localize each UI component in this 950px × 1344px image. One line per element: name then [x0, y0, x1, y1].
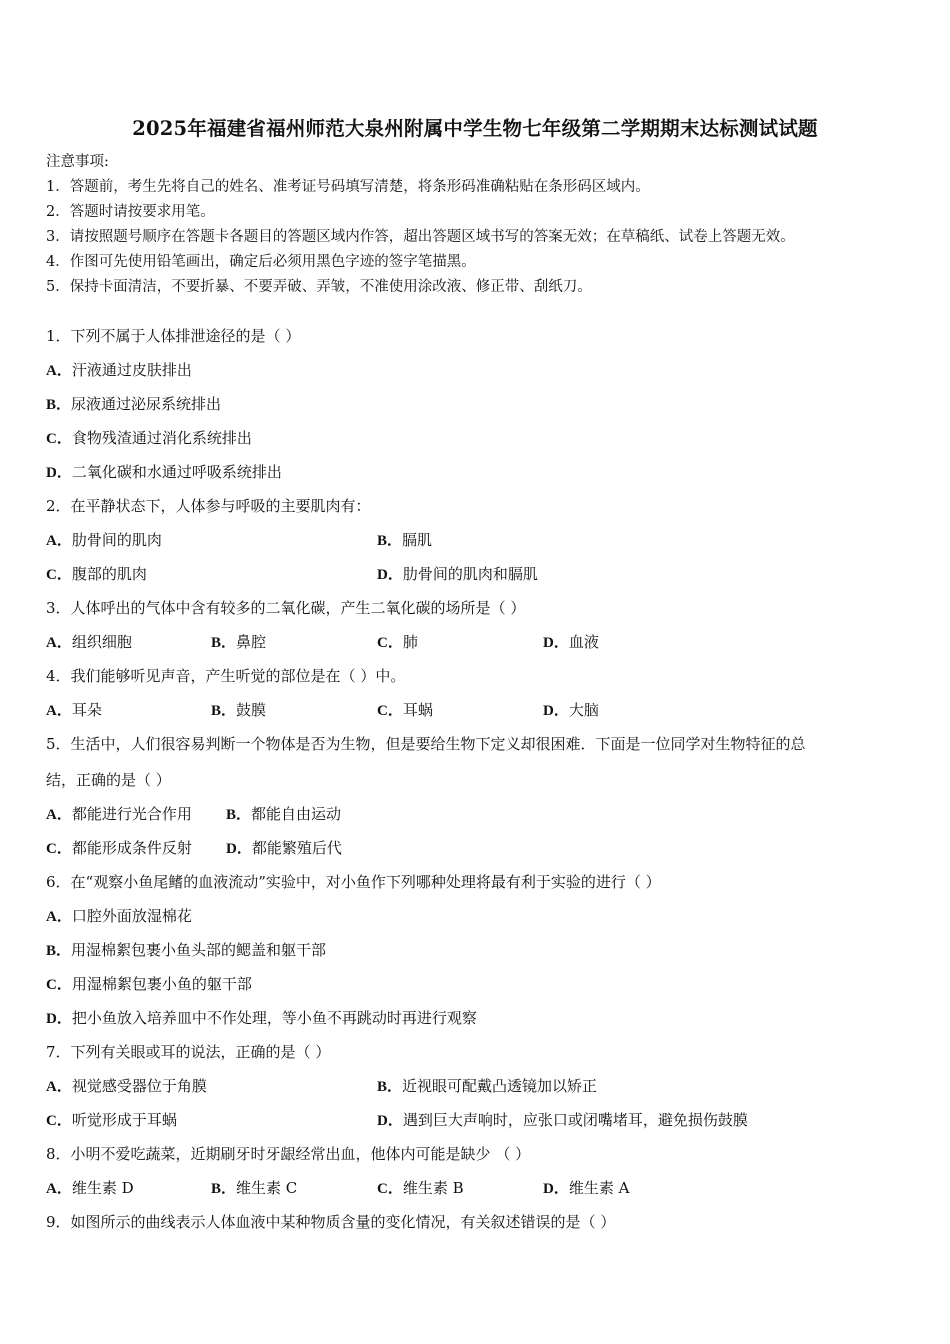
option-letter: D．	[543, 703, 569, 719]
option-text: 鼓膜	[236, 701, 267, 719]
option-letter: C．	[46, 841, 72, 857]
option-a	[46, 530, 162, 551]
option-text: 听觉形成于耳蜗	[71, 1111, 177, 1129]
option-letter: A．	[46, 363, 72, 379]
option-text: 都能自由运动	[251, 805, 342, 823]
option-letter: C．	[46, 977, 72, 993]
option-c	[46, 974, 252, 995]
notes-item: 5．保持卡面清洁，不要折暴、不要弄破、弄皱，不准使用涂改液、修正带、刮纸刀。	[46, 279, 592, 295]
option-letter: B．	[377, 533, 403, 549]
option-d	[543, 1178, 629, 1199]
option-text: 食物残渣通过消化系统排出	[71, 429, 252, 447]
option-letter: D．	[46, 1011, 72, 1027]
option-text: 维生素 B	[402, 1179, 464, 1197]
option-letter: C．	[377, 703, 403, 719]
option-letter: A．	[46, 533, 72, 549]
option-letter: A．	[46, 1079, 72, 1095]
option-c	[377, 700, 433, 721]
notes-item: 4．作图可先使用铅笔画出，确定后必须用黑色字迹的签字笔描黑。	[46, 254, 476, 270]
question-stem: 2．在平静状态下，人体参与呼吸的主要肌肉有：	[46, 497, 371, 515]
option-d	[226, 838, 342, 859]
option-text: 汗液通过皮肤排出	[71, 361, 192, 379]
option-letter: B．	[226, 807, 252, 823]
option-text: 近视眼可配戴凸透镜加以矫正	[402, 1077, 598, 1095]
option-letter: B．	[211, 703, 237, 719]
option-text: 维生素 A	[568, 1179, 630, 1197]
option-text: 维生素 D	[71, 1179, 134, 1197]
option-text: 鼻腔	[236, 633, 267, 651]
option-letter: A．	[46, 703, 72, 719]
option-letter: D．	[377, 1113, 403, 1129]
option-c	[377, 1178, 464, 1199]
option-c	[46, 428, 252, 449]
option-text: 血液	[568, 633, 599, 651]
option-text: 肋骨间的肌肉和膈肌	[402, 565, 538, 583]
option-b	[46, 940, 326, 961]
option-text: 遇到巨大声响时，应张口或闭嘴堵耳，避免损伤鼓膜	[402, 1111, 748, 1129]
option-letter: A．	[46, 1181, 72, 1197]
option-letter: D．	[226, 841, 252, 857]
option-letter: B．	[46, 943, 72, 959]
option-text: 把小鱼放入培养皿中不作处理，等小鱼不再跳动时再进行观察	[71, 1009, 477, 1027]
option-text: 用湿棉絮包裹小鱼的躯干部	[71, 975, 252, 993]
option-b	[211, 700, 266, 721]
question-stem: 7．下列有关眼或耳的说法，正确的是（ ）	[46, 1043, 331, 1061]
option-a	[46, 804, 192, 825]
option-letter: C．	[46, 1113, 72, 1129]
option-text: 膈肌	[402, 531, 433, 549]
question-stem: 6．在“观察小鱼尾鳍的血液流动”实验中，对小鱼作下列哪种处理将最有利于实验的进行（ ）	[46, 873, 661, 891]
option-text: 组织细胞	[71, 633, 132, 651]
option-text: 都能繁殖后代	[251, 839, 342, 857]
option-text: 尿液通过泌尿系统排出	[71, 395, 222, 413]
option-letter: D．	[543, 1181, 569, 1197]
option-letter: B．	[211, 1181, 237, 1197]
option-text: 耳蜗	[402, 701, 433, 719]
option-b	[377, 530, 432, 551]
option-letter: A．	[46, 909, 72, 925]
option-a	[46, 700, 102, 721]
option-text: 口腔外面放湿棉花	[71, 907, 192, 925]
option-d	[543, 632, 599, 653]
option-text: 肺	[402, 633, 418, 651]
option-d	[543, 700, 599, 721]
option-b	[211, 632, 266, 653]
option-letter: A．	[46, 635, 72, 651]
question-stem: 9．如图所示的曲线表示人体血液中某种物质含量的变化情况，有关叙述错误的是（ ）	[46, 1213, 616, 1231]
notes-item: 3．请按照题号顺序在答题卡各题目的答题区域内作答，超出答题区域书写的答案无效；在草稿纸、试卷上答题无效。	[46, 229, 795, 245]
option-letter: C．	[377, 1181, 403, 1197]
option-text: 大脑	[568, 701, 599, 719]
notes-item: 1．答题前，考生先将自己的姓名、准考证号码填写清楚，将条形码准确粘贴在条形码区域内。	[46, 179, 650, 195]
option-letter: C．	[46, 431, 72, 447]
option-d	[46, 1008, 477, 1029]
option-a	[46, 1178, 134, 1199]
question-stem: 5．生活中，人们很容易判断一个物体是否为生物，但是要给生物下定义却很困难．下面是一位同学对生物特征的总	[46, 735, 806, 753]
option-b	[377, 1076, 597, 1097]
option-letter: A．	[46, 807, 72, 823]
notes-heading: 注意事项:	[46, 154, 109, 170]
question-stem-continued: 结，正确的是（ ）	[46, 771, 171, 789]
option-letter: D．	[377, 567, 403, 583]
option-b	[226, 804, 341, 825]
option-letter: C．	[46, 567, 72, 583]
option-a	[46, 1076, 207, 1097]
option-b	[211, 1178, 297, 1199]
option-c	[46, 564, 147, 585]
option-c	[46, 838, 192, 859]
option-letter: D．	[46, 465, 72, 481]
option-b	[46, 394, 221, 415]
option-text: 用湿棉絮包裹小鱼头部的鳃盖和躯干部	[71, 941, 327, 959]
option-text: 耳朵	[71, 701, 102, 719]
option-text: 二氧化碳和水通过呼吸系统排出	[71, 463, 282, 481]
option-text: 都能进行光合作用	[71, 805, 192, 823]
option-c	[377, 632, 418, 653]
option-text: 都能形成条件反射	[71, 839, 192, 857]
question-stem: 4．我们能够听见声音，产生听觉的部位是在（ ）中。	[46, 667, 406, 685]
question-stem: 3．人体呼出的气体中含有较多的二氧化碳，产生二氧化碳的场所是（ ）	[46, 599, 526, 617]
option-text: 肋骨间的肌肉	[71, 531, 162, 549]
option-letter: B．	[46, 397, 72, 413]
notes-item: 2．答题时请按要求用笔。	[46, 204, 215, 220]
question-stem: 8．小明不爱吃蔬菜，近期刷牙时牙龈经常出血，他体内可能是缺少 （ ）	[46, 1145, 531, 1163]
option-a	[46, 632, 132, 653]
option-text: 腹部的肌肉	[71, 565, 147, 583]
option-d	[377, 564, 538, 585]
question-stem: 1．下列不属于人体排泄途径的是（ ）	[46, 327, 301, 345]
option-letter: C．	[377, 635, 403, 651]
option-a	[46, 906, 192, 927]
option-d	[377, 1110, 748, 1131]
option-text: 视觉感受器位于角膜	[71, 1077, 207, 1095]
option-letter: B．	[211, 635, 237, 651]
option-letter: B．	[377, 1079, 403, 1095]
option-d	[46, 462, 282, 483]
option-a	[46, 360, 192, 381]
option-text: 维生素 C	[236, 1179, 298, 1197]
option-letter: D．	[543, 635, 569, 651]
option-c	[46, 1110, 177, 1131]
page-title: 2025年福建省福州师范大泉州附属中学生物七年级第二学期期末达标测试试题	[132, 117, 818, 140]
